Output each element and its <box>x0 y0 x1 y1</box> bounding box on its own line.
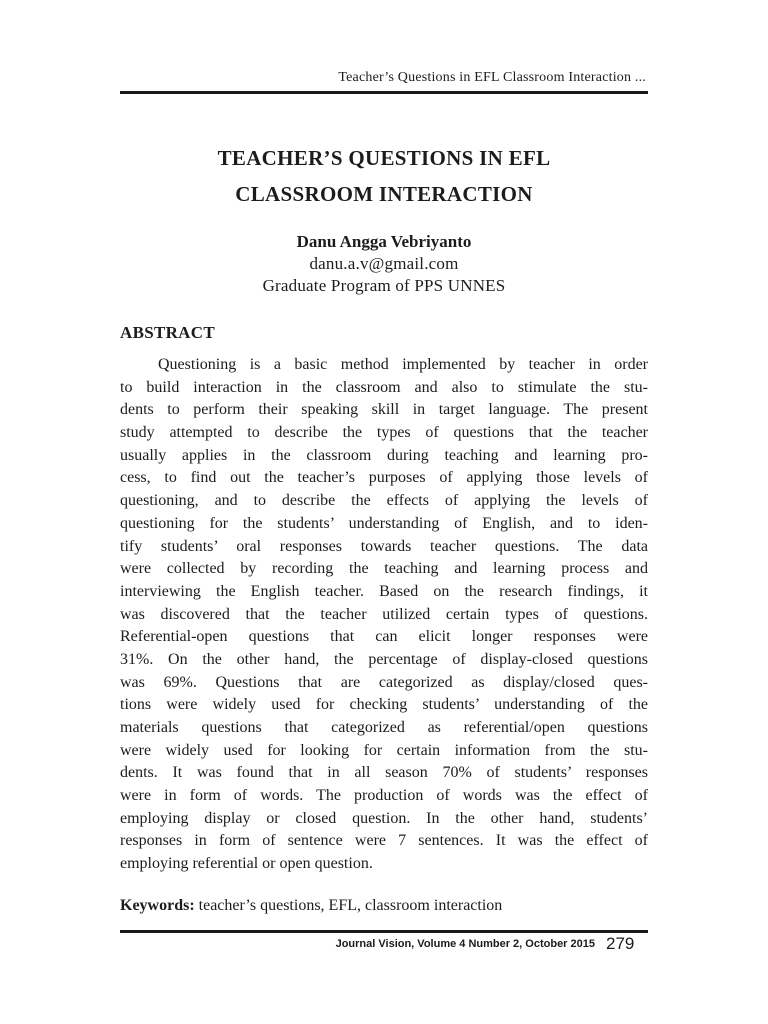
author-block <box>120 231 648 297</box>
abstract-line: 31%. On the other hand, the percentage of display-closed questions <box>120 650 648 668</box>
abstract-line: tions were widely used for checking students’ understanding of the <box>120 696 648 714</box>
page-number: 279 <box>606 934 635 953</box>
title-line: CLASSROOM INTERACTION <box>235 182 533 206</box>
keywords-label: Keywords: <box>120 897 195 914</box>
abstract-line: usually applies in the classroom during teaching and learning pro- <box>120 446 648 464</box>
abstract-line: Referential-open questions that can elicit longer responses were <box>120 628 648 646</box>
title-line: TEACHER’S QUESTIONS IN EFL <box>217 146 551 170</box>
abstract-line: employing referential or open question. <box>120 855 373 873</box>
abstract-line: questioning, and to describe the effects of applying the levels of <box>120 492 648 510</box>
abstract-body <box>120 354 648 876</box>
author-name: Danu Angga Vebriyanto <box>296 232 472 251</box>
abstract-line: was 69%. Questions that are categorized as display/closed ques- <box>120 673 648 691</box>
abstract-line: questioning for the students’ understanding of English, and to iden- <box>120 514 648 532</box>
keywords <box>120 897 502 915</box>
footer-rule <box>120 930 648 933</box>
abstract-line: were in form of words. The production of words was the effect of <box>120 787 648 805</box>
author-affiliation: Graduate Program of PPS UNNES <box>262 276 506 295</box>
running-head: Teacher’s Questions in EFL Classroom Interaction ... <box>338 70 646 85</box>
abstract-line: study attempted to describe the types of questions that the teacher <box>120 424 648 442</box>
abstract-line: were widely used for looking for certain information from the stu- <box>120 741 648 759</box>
paper-title <box>120 140 648 212</box>
abstract-line: responses in form of sentence were 7 sentences. It was the effect of <box>120 832 648 850</box>
author-email: danu.a.v@gmail.com <box>309 254 459 273</box>
abstract-line: was discovered that the teacher utilized certain types of questions. <box>120 605 648 623</box>
abstract-line: were collected by recording the teaching and learning process and <box>120 560 648 578</box>
abstract-line: tify students’ oral responses towards teacher questions. The data <box>120 537 648 555</box>
abstract-heading: ABSTRACT <box>120 323 215 342</box>
abstract-line: employing display or closed question. In the other hand, students’ <box>120 809 648 827</box>
abstract-line: materials questions that categorized as referential/open questions <box>120 719 648 736</box>
abstract-line: cess, to find out the teacher’s purposes of applying those levels of <box>120 469 648 487</box>
abstract-line: dents to perform their speaking skill in target language. The present <box>120 401 648 419</box>
abstract-line: Questioning is a basic method implemented by teacher in order <box>158 356 648 373</box>
abstract-line: dents. It was found that in all season 70% of students’ responses <box>120 764 648 782</box>
header-rule <box>120 91 648 94</box>
footer-journal-citation: Journal Vision, Volume 4 Number 2, October 2015 <box>335 938 595 950</box>
keywords-text: teacher’s questions, EFL, classroom interaction <box>198 897 503 914</box>
abstract-line: interviewing the English teacher. Based on the research findings, it <box>120 582 648 600</box>
abstract-line: to build interaction in the classroom and also to stimulate the stu- <box>120 378 648 396</box>
